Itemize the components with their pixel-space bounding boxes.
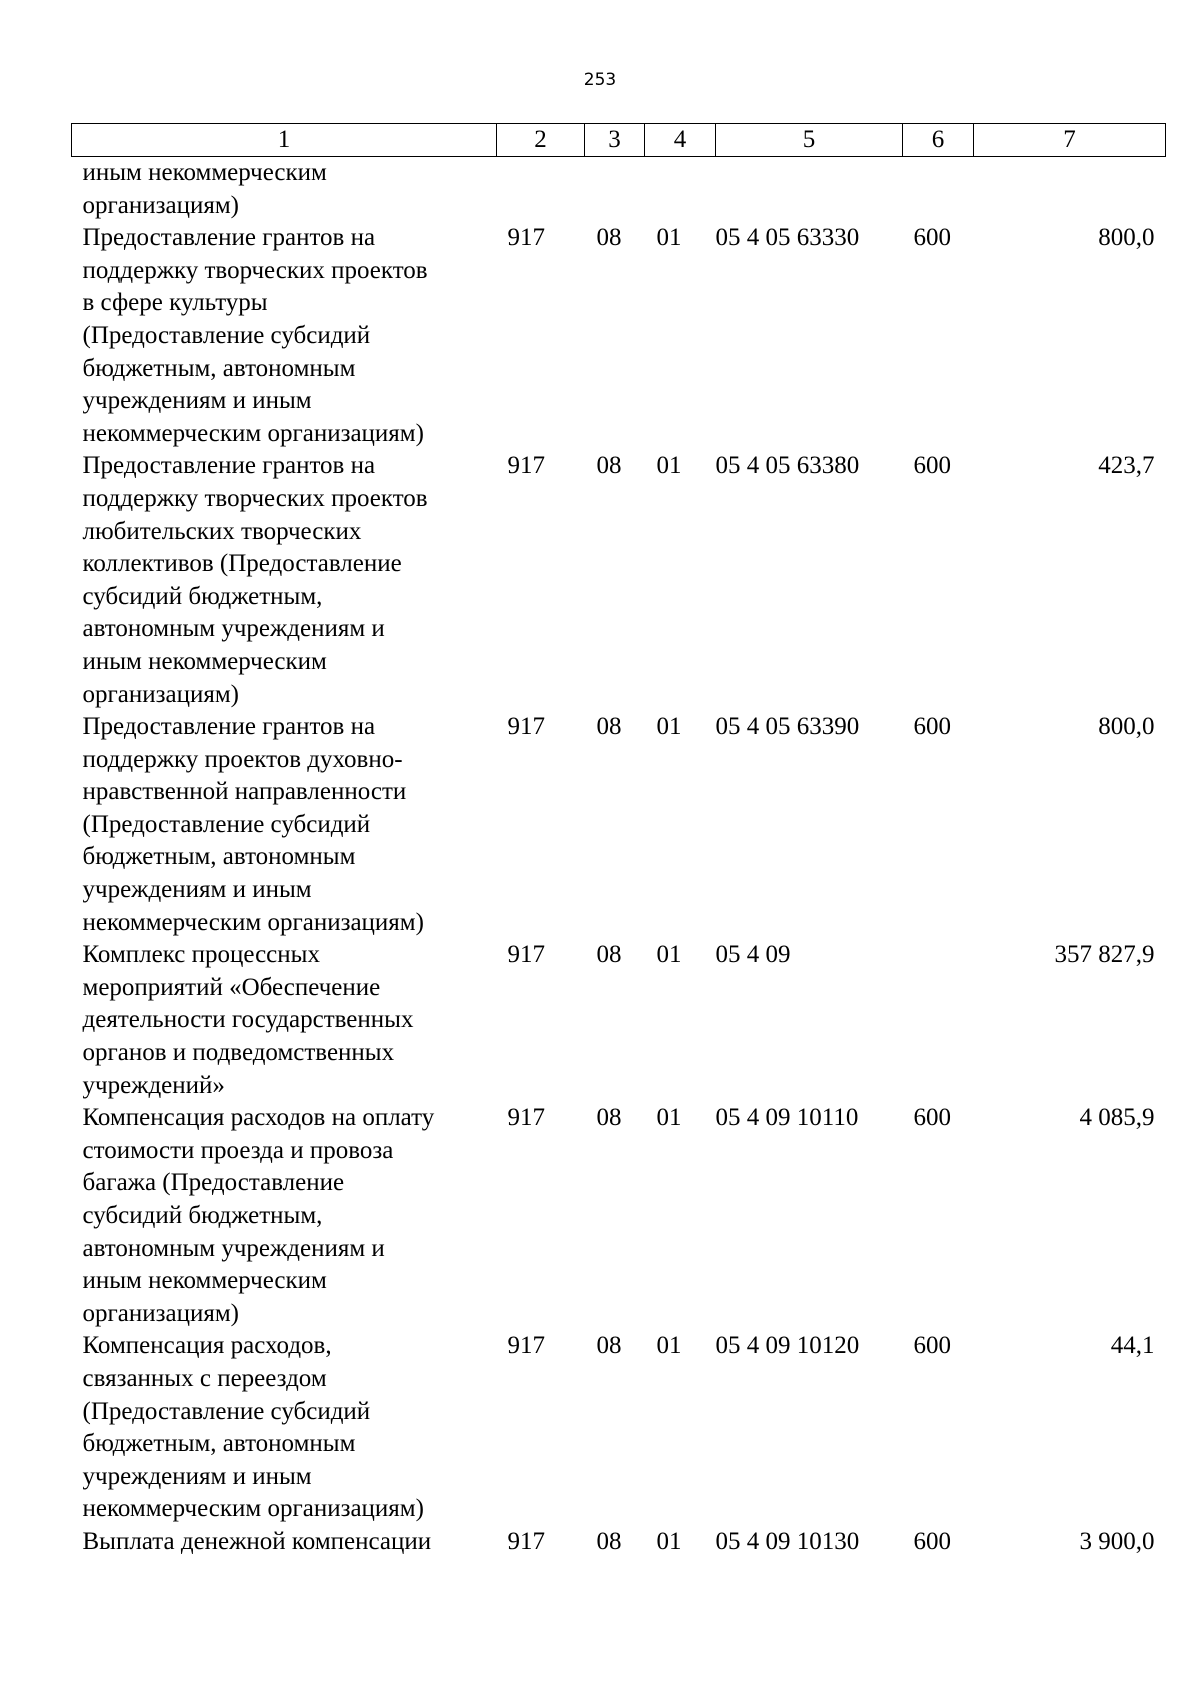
header-col-2: 2 [497, 124, 585, 157]
name-line: субсидий бюджетным, [82, 582, 323, 610]
cell-expense-type: 600 [913, 713, 951, 741]
name-line: мероприятий «Обеспечение [82, 973, 381, 1001]
cell-subsection: 01 [656, 1527, 682, 1555]
cell-section: 08 [596, 452, 622, 480]
name-line: Предоставление грантов на [82, 224, 376, 252]
name-line: деятельности государственных [82, 1006, 414, 1034]
name-line: иным некоммерческим [82, 647, 327, 675]
name-line: бюджетным, автономным [82, 354, 356, 382]
cell-section: 08 [596, 1527, 622, 1555]
table-row [72, 939, 1166, 1102]
name-line: учреждениям и иным [82, 876, 312, 904]
cell-subsection: 01 [656, 713, 682, 741]
cell-amount [974, 157, 1166, 223]
name-line: Компенсация расходов на оплату [82, 1104, 435, 1132]
cell-name [72, 222, 497, 450]
table-row [72, 1330, 1166, 1526]
cell-gr: 917 [507, 1527, 545, 1555]
name-line: поддержку творческих проектов [82, 256, 428, 284]
table-row [72, 711, 1166, 939]
cell-section: 08 [596, 713, 622, 741]
page-number: 253 [583, 70, 617, 90]
cell-target-article: 05 4 09 [715, 941, 791, 969]
name-line: иным некоммерческим [82, 1267, 327, 1295]
cell-subsection: 01 [656, 452, 682, 480]
cell-section [585, 157, 645, 223]
table-header [72, 124, 1166, 157]
name-line: (Предоставление субсидий [82, 1397, 371, 1425]
name-line: поддержку творческих проектов [82, 484, 428, 512]
table-row [72, 450, 1166, 711]
cell-subsection: 01 [656, 1332, 682, 1360]
cell-amount: 800,0 [1098, 224, 1155, 252]
header-col-1: 1 [72, 124, 497, 157]
cell-subsection: 01 [656, 224, 682, 252]
name-line: бюджетным, автономным [82, 1430, 356, 1458]
cell-amount: 3 900,0 [1079, 1527, 1155, 1555]
name-line: связанных с переездом [82, 1364, 327, 1392]
cell-name [72, 939, 497, 1102]
name-line: бюджетным, автономным [82, 843, 356, 871]
name-line: субсидий бюджетным, [82, 1202, 323, 1229]
cell-amount: 423,7 [1098, 452, 1155, 480]
cell-expense-type [903, 157, 974, 223]
cell-subsection: 01 [656, 1104, 682, 1132]
cell-expense-type: 600 [913, 224, 951, 252]
cell-amount: 4 085,9 [1079, 1104, 1155, 1132]
header-col-4: 4 [645, 124, 716, 157]
name-line: нравственной направленности [82, 778, 407, 806]
name-line: Предоставление грантов на [82, 452, 376, 480]
name-line: органов и подведомственных [82, 1039, 395, 1067]
cell-gr: 917 [507, 224, 545, 252]
header-col-6: 6 [903, 124, 974, 157]
cell-gr [497, 157, 585, 223]
cell-section: 08 [596, 224, 622, 252]
name-line: Выплата денежной компенсации [82, 1527, 432, 1555]
name-line: поддержку проектов духовно- [82, 745, 403, 773]
name-line: любительских творческих [82, 517, 362, 545]
cell-expense-type [903, 939, 974, 1102]
header-col-7: 7 [974, 124, 1166, 157]
name-line: коллективов (Предоставление [82, 550, 402, 578]
cell-subsection [645, 157, 716, 223]
name-line: некоммерческим организациям) [82, 908, 424, 936]
header-col-3: 3 [585, 124, 645, 157]
cell-section: 08 [596, 941, 622, 969]
cell-target-article [716, 157, 903, 223]
header-row [72, 124, 1166, 157]
name-line: организациям) [82, 680, 239, 708]
cell-gr: 917 [507, 713, 545, 741]
cell-expense-type: 600 [913, 1332, 951, 1360]
cell-target-article: 05 4 05 63390 [715, 713, 860, 741]
cell-gr: 917 [507, 1332, 545, 1360]
table-row [72, 1526, 1166, 1559]
table-row [72, 1102, 1166, 1330]
cell-amount: 800,0 [1098, 713, 1155, 741]
name-line: (Предоставление субсидий [82, 321, 371, 349]
cell-gr: 917 [507, 452, 545, 480]
cell-name [72, 450, 497, 711]
cell-target-article: 05 4 05 63330 [715, 224, 860, 252]
cell-name [72, 711, 497, 939]
cell-section: 08 [596, 1104, 622, 1132]
name-line: багажа (Предоставление [82, 1169, 345, 1197]
cell-section: 08 [596, 1332, 622, 1360]
table-row [72, 222, 1166, 450]
budget-table [71, 123, 1166, 1559]
cell-target-article: 05 4 09 10120 [715, 1332, 860, 1360]
name-line: некоммерческим организациям) [82, 1495, 424, 1523]
name-line: автономным учреждениям и [82, 615, 385, 643]
cell-name [72, 1330, 497, 1526]
cell-expense-type: 600 [913, 452, 951, 480]
cell-gr: 917 [507, 1104, 545, 1132]
cell-target-article: 05 4 09 10110 [715, 1104, 859, 1132]
name-line: учреждениям и иным [82, 387, 312, 415]
header-col-5: 5 [716, 124, 903, 157]
cell-subsection: 01 [656, 941, 682, 969]
name-line: организациям) [82, 191, 239, 219]
name-line: в сфере культуры [82, 289, 268, 317]
cell-amount: 44,1 [1110, 1332, 1155, 1360]
cell-gr: 917 [507, 941, 545, 969]
table-row [72, 157, 1166, 223]
cell-expense-type: 600 [913, 1104, 951, 1132]
cell-name [72, 1102, 497, 1330]
cell-amount: 357 827,9 [1054, 941, 1155, 969]
cell-name [72, 1526, 497, 1559]
cell-target-article: 05 4 05 63380 [715, 452, 860, 480]
name-line: (Предоставление субсидий [82, 810, 371, 838]
name-line: организациям) [82, 1299, 239, 1327]
name-line: стоимости проезда и провоза [82, 1136, 394, 1164]
table-body [72, 157, 1166, 1559]
name-line: Предоставление грантов на [82, 713, 376, 741]
name-line: иным некоммерческим [82, 159, 327, 186]
name-line: некоммерческим организациям) [82, 419, 424, 447]
name-line: учреждений» [82, 1071, 225, 1099]
name-line: учреждениям и иным [82, 1462, 312, 1490]
name-line: Компенсация расходов, [82, 1332, 332, 1360]
cell-name [72, 157, 497, 223]
name-line: автономным учреждениям и [82, 1234, 385, 1262]
name-line: Комплекс процессных [82, 941, 320, 969]
cell-expense-type: 600 [913, 1527, 951, 1555]
cell-target-article: 05 4 09 10130 [715, 1527, 860, 1555]
